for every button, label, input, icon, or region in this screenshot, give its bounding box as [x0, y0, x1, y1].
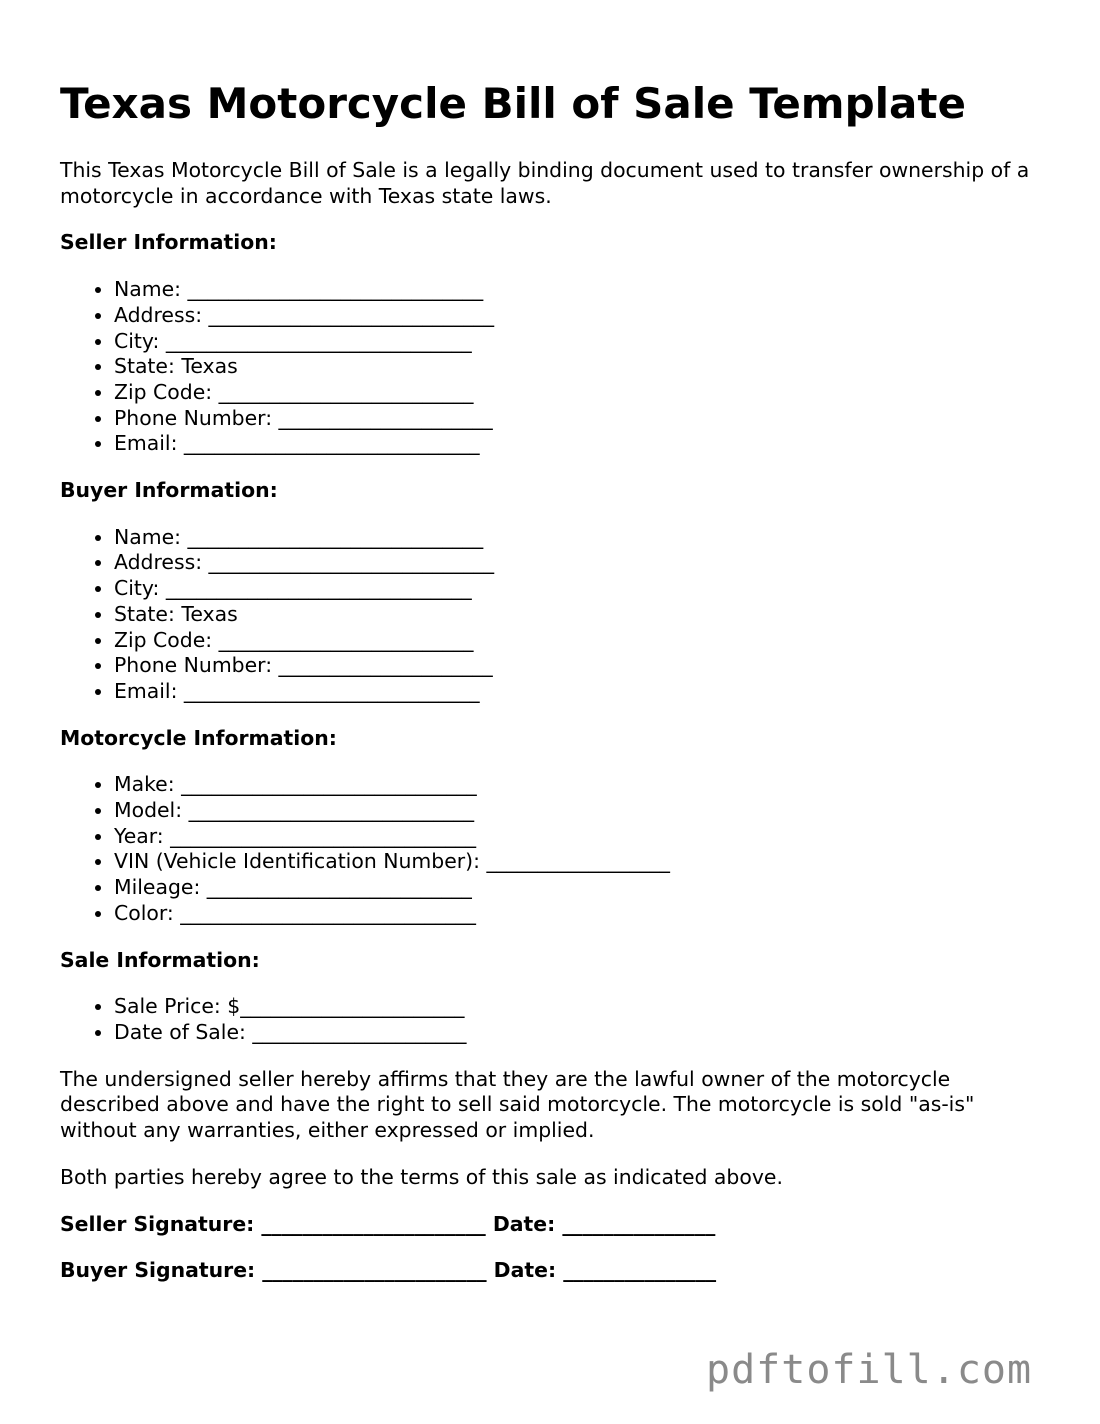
- motorcycle-vin-field[interactable]: • VIN (Vehicle Identification Number): __________________: [114, 849, 1050, 875]
- sale-price-field[interactable]: • Sale Price: $______________________: [114, 994, 1050, 1020]
- motorcycle-year-field[interactable]: • Year: ______________________________: [114, 824, 1050, 850]
- seller-phone-field[interactable]: • Phone Number: _____________________: [114, 406, 1050, 432]
- site-watermark: pdftofill.com: [706, 1347, 1033, 1393]
- buyer-address-field[interactable]: • Address: ____________________________: [114, 550, 1050, 576]
- motorcycle-color-field[interactable]: • Color: _____________________________: [114, 901, 1050, 927]
- seller-state-field: • State: Texas: [114, 354, 1050, 380]
- seller-name-field[interactable]: • Name: _____________________________: [114, 277, 1050, 303]
- motorcycle-make-field[interactable]: • Make: _____________________________: [114, 772, 1050, 798]
- affirmation-paragraph: The undersigned seller hereby affirms that they are the lawful owner of the motorcycle described above and have the right to sell said motorcycle. The motorcycle is sold "as-is" without any warranties, either expressed or implied.: [60, 1066, 975, 1143]
- document-body: [60, 158, 1050, 1305]
- motorcycle-model-field[interactable]: • Model: ____________________________: [114, 798, 1050, 824]
- seller-signature-line[interactable]: Seller Signature: ______________________ Date: _______________: [60, 1211, 716, 1236]
- buyer-section-heading: Buyer Information:: [60, 478, 278, 503]
- seller-address-field[interactable]: • Address: ____________________________: [114, 303, 1050, 329]
- buyer-signature-line[interactable]: Buyer Signature: ______________________ Date: _______________: [60, 1258, 717, 1283]
- sale-field-list: [60, 994, 1050, 1045]
- sale-date-field[interactable]: • Date of Sale: _____________________: [114, 1020, 1050, 1046]
- motorcycle-field-list: [60, 772, 1050, 926]
- seller-field-list: [60, 277, 1050, 457]
- buyer-state-field: • State: Texas: [114, 602, 1050, 628]
- buyer-email-field[interactable]: • Email: _____________________________: [114, 679, 1050, 705]
- buyer-city-field[interactable]: • City: ______________________________: [114, 576, 1050, 602]
- seller-city-field[interactable]: • City: ______________________________: [114, 329, 1050, 355]
- buyer-phone-field[interactable]: • Phone Number: _____________________: [114, 653, 1050, 679]
- motorcycle-section-heading: Motorcycle Information:: [60, 725, 337, 750]
- buyer-zip-field[interactable]: • Zip Code: _________________________: [114, 628, 1050, 654]
- sale-section-heading: Sale Information:: [60, 947, 260, 972]
- intro-paragraph: This Texas Motorcycle Bill of Sale is a legally binding document used to transfer ownership of a motorcycle in accordance with Texas state laws.: [60, 158, 1030, 208]
- agreement-paragraph: Both parties hereby agree to the terms of this sale as indicated above.: [60, 1164, 783, 1189]
- seller-zip-field[interactable]: • Zip Code: _________________________: [114, 380, 1050, 406]
- seller-email-field[interactable]: • Email: _____________________________: [114, 431, 1050, 457]
- seller-section-heading: Seller Information:: [60, 230, 277, 255]
- page-title: Texas Motorcycle Bill of Sale Template: [60, 79, 966, 128]
- motorcycle-mileage-field[interactable]: • Mileage: __________________________: [114, 875, 1050, 901]
- buyer-field-list: [60, 525, 1050, 705]
- buyer-name-field[interactable]: • Name: _____________________________: [114, 525, 1050, 551]
